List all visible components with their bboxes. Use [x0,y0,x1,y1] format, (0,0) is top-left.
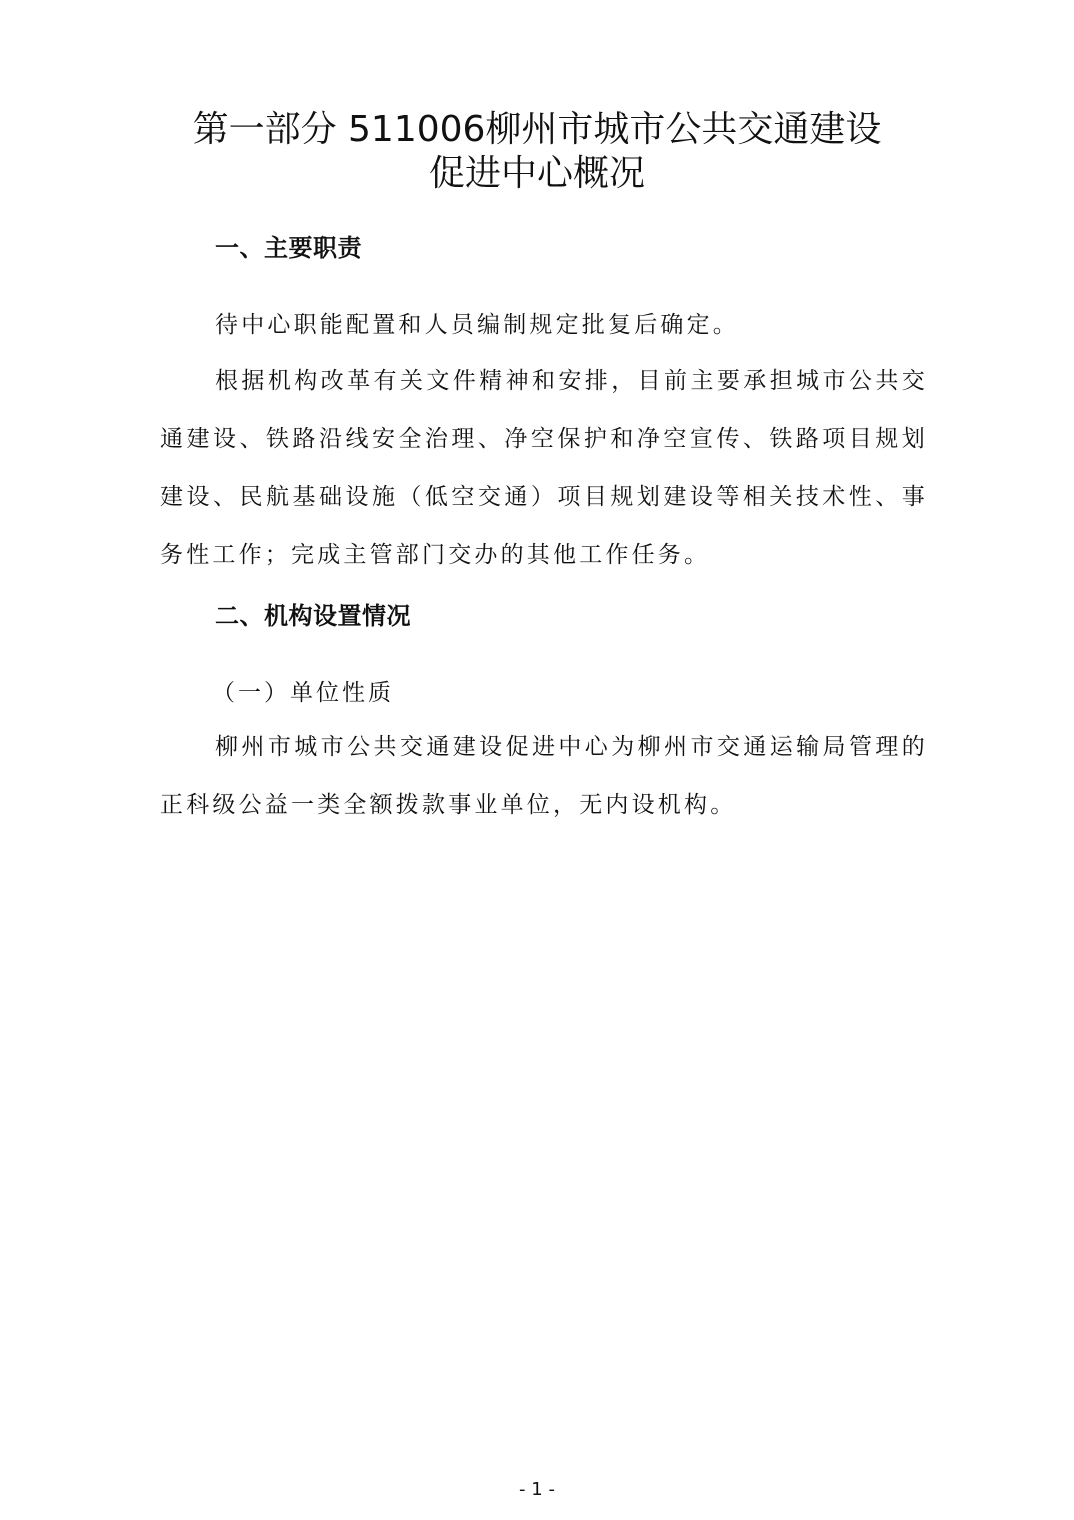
section-heading-main-duties: 一、主要职责 [215,234,362,262]
paragraph-unit-nature: 柳州市城市公共交通建设促进中心为柳州市交通运输局管理的正科级公益一类全额拨款事业单位，无内设机构。 [160,734,928,818]
subheading-unit-nature: （一）单位性质 [212,680,394,706]
section-heading-organization: 二、机构设置情况 [215,602,411,630]
page-title-line-2: 促进中心概况 [428,153,645,194]
page-title [150,108,924,196]
paragraph-duties-detail: 根据机构改革有关文件精神和安排，目前主要承担城市公共交通建设、铁路沿线安全治理、净空保护和净空宣传、铁路项目规划建设、民航基础设施（低空交通）项目规划建设等相关技术性、事务性工作；完成主管部门交办的其他工作任务。 [160,368,928,568]
page-number: - 1 - [519,1479,555,1500]
page-title-line-1: 第一部分 511006柳州市城市公共交通建设 [192,109,882,150]
paragraph-duties-pending: 待中心职能配置和人员编制规定批复后确定。 [215,312,739,338]
